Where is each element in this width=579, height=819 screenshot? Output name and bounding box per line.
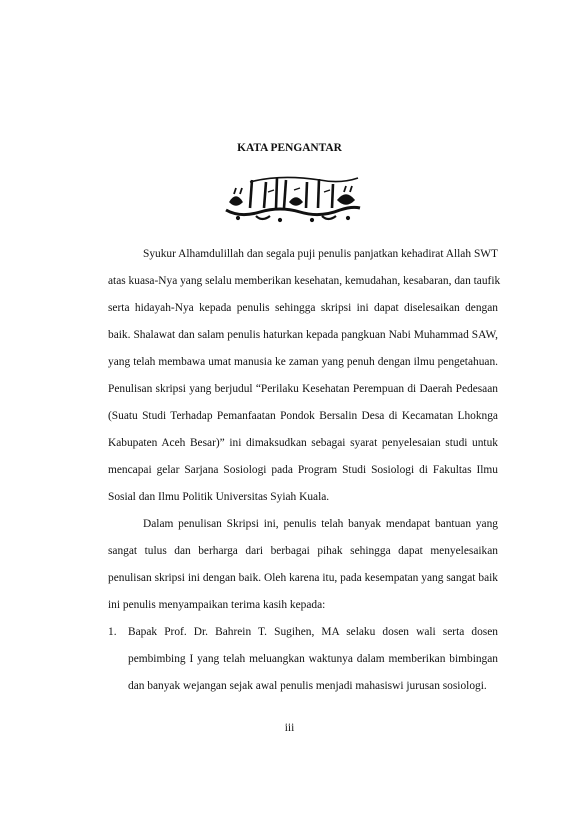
paragraph-1-line: atas kuasa-Nya yang selalu memberikan kesehatan, kemudahan, kesabaran, dan taufik (108, 275, 501, 287)
list-item-line: dan banyak wejangan sejak awal penulis menjadi mahasiswi jurusan sosiologi. (128, 680, 487, 692)
list-item-line: Bapak Prof. Dr. Bahrein T. Sugihen, MA selaku dosen wali serta dosen (128, 626, 498, 638)
basmala-calligraphy (220, 172, 364, 224)
paragraph-1-line: (Suatu Studi Terhadap Pemanfaatan Pondok Bersalin Desa di Kecamatan Lhoknga (108, 410, 498, 422)
paragraph-2-line: ini penulis menyampaikan terima kasih kepada: (108, 599, 326, 611)
list-item-number: 1. (108, 626, 117, 638)
page-title: KATA PENGANTAR (237, 142, 342, 154)
paragraph-1-line: Syukur Alhamdulillah dan segala puji penulis panjatkan kehadirat Allah SWT (143, 248, 498, 260)
paragraph-1-line: yang telah membawa umat manusia ke zaman yang penuh dengan ilmu pengetahuan. (108, 356, 498, 368)
paragraph-1-line: mencapai gelar Sarjana Sosiologi pada Program Studi Sosiologi di Fakultas Ilmu (108, 464, 498, 476)
paragraph-1-line: Kabupaten Aceh Besar)” ini dimaksudkan sebagai syarat penyelesaian studi untuk (108, 437, 498, 449)
page-number: iii (284, 722, 295, 734)
paragraph-2-line: Dalam penulisan Skripsi ini, penulis telah banyak mendapat bantuan yang (143, 518, 498, 530)
paragraph-1-line: Penulisan skripsi yang berjudul “Perilaku Kesehatan Perempuan di Daerah Pedesaan (108, 383, 498, 395)
paragraph-1-line: serta hidayah-Nya kepada penulis sehingga skripsi ini dapat diselesaikan dengan (108, 302, 498, 314)
list-item-line: pembimbing I yang telah meluangkan waktunya dalam memberikan bimbingan (128, 653, 498, 665)
paragraph-1-line: baik. Shalawat dan salam penulis haturkan kepada pangkuan Nabi Muhammad SAW, (108, 329, 498, 341)
paragraph-2-line: sangat tulus dan berharga dari berbagai pihak sehingga dapat menyelesaikan (108, 545, 498, 557)
paragraph-2-line: penulisan skripsi ini dengan baik. Oleh karena itu, pada kesempatan yang sangat baik (108, 572, 498, 584)
paragraph-1-line: Sosial dan Ilmu Politik Universitas Syiah Kuala. (108, 491, 330, 503)
